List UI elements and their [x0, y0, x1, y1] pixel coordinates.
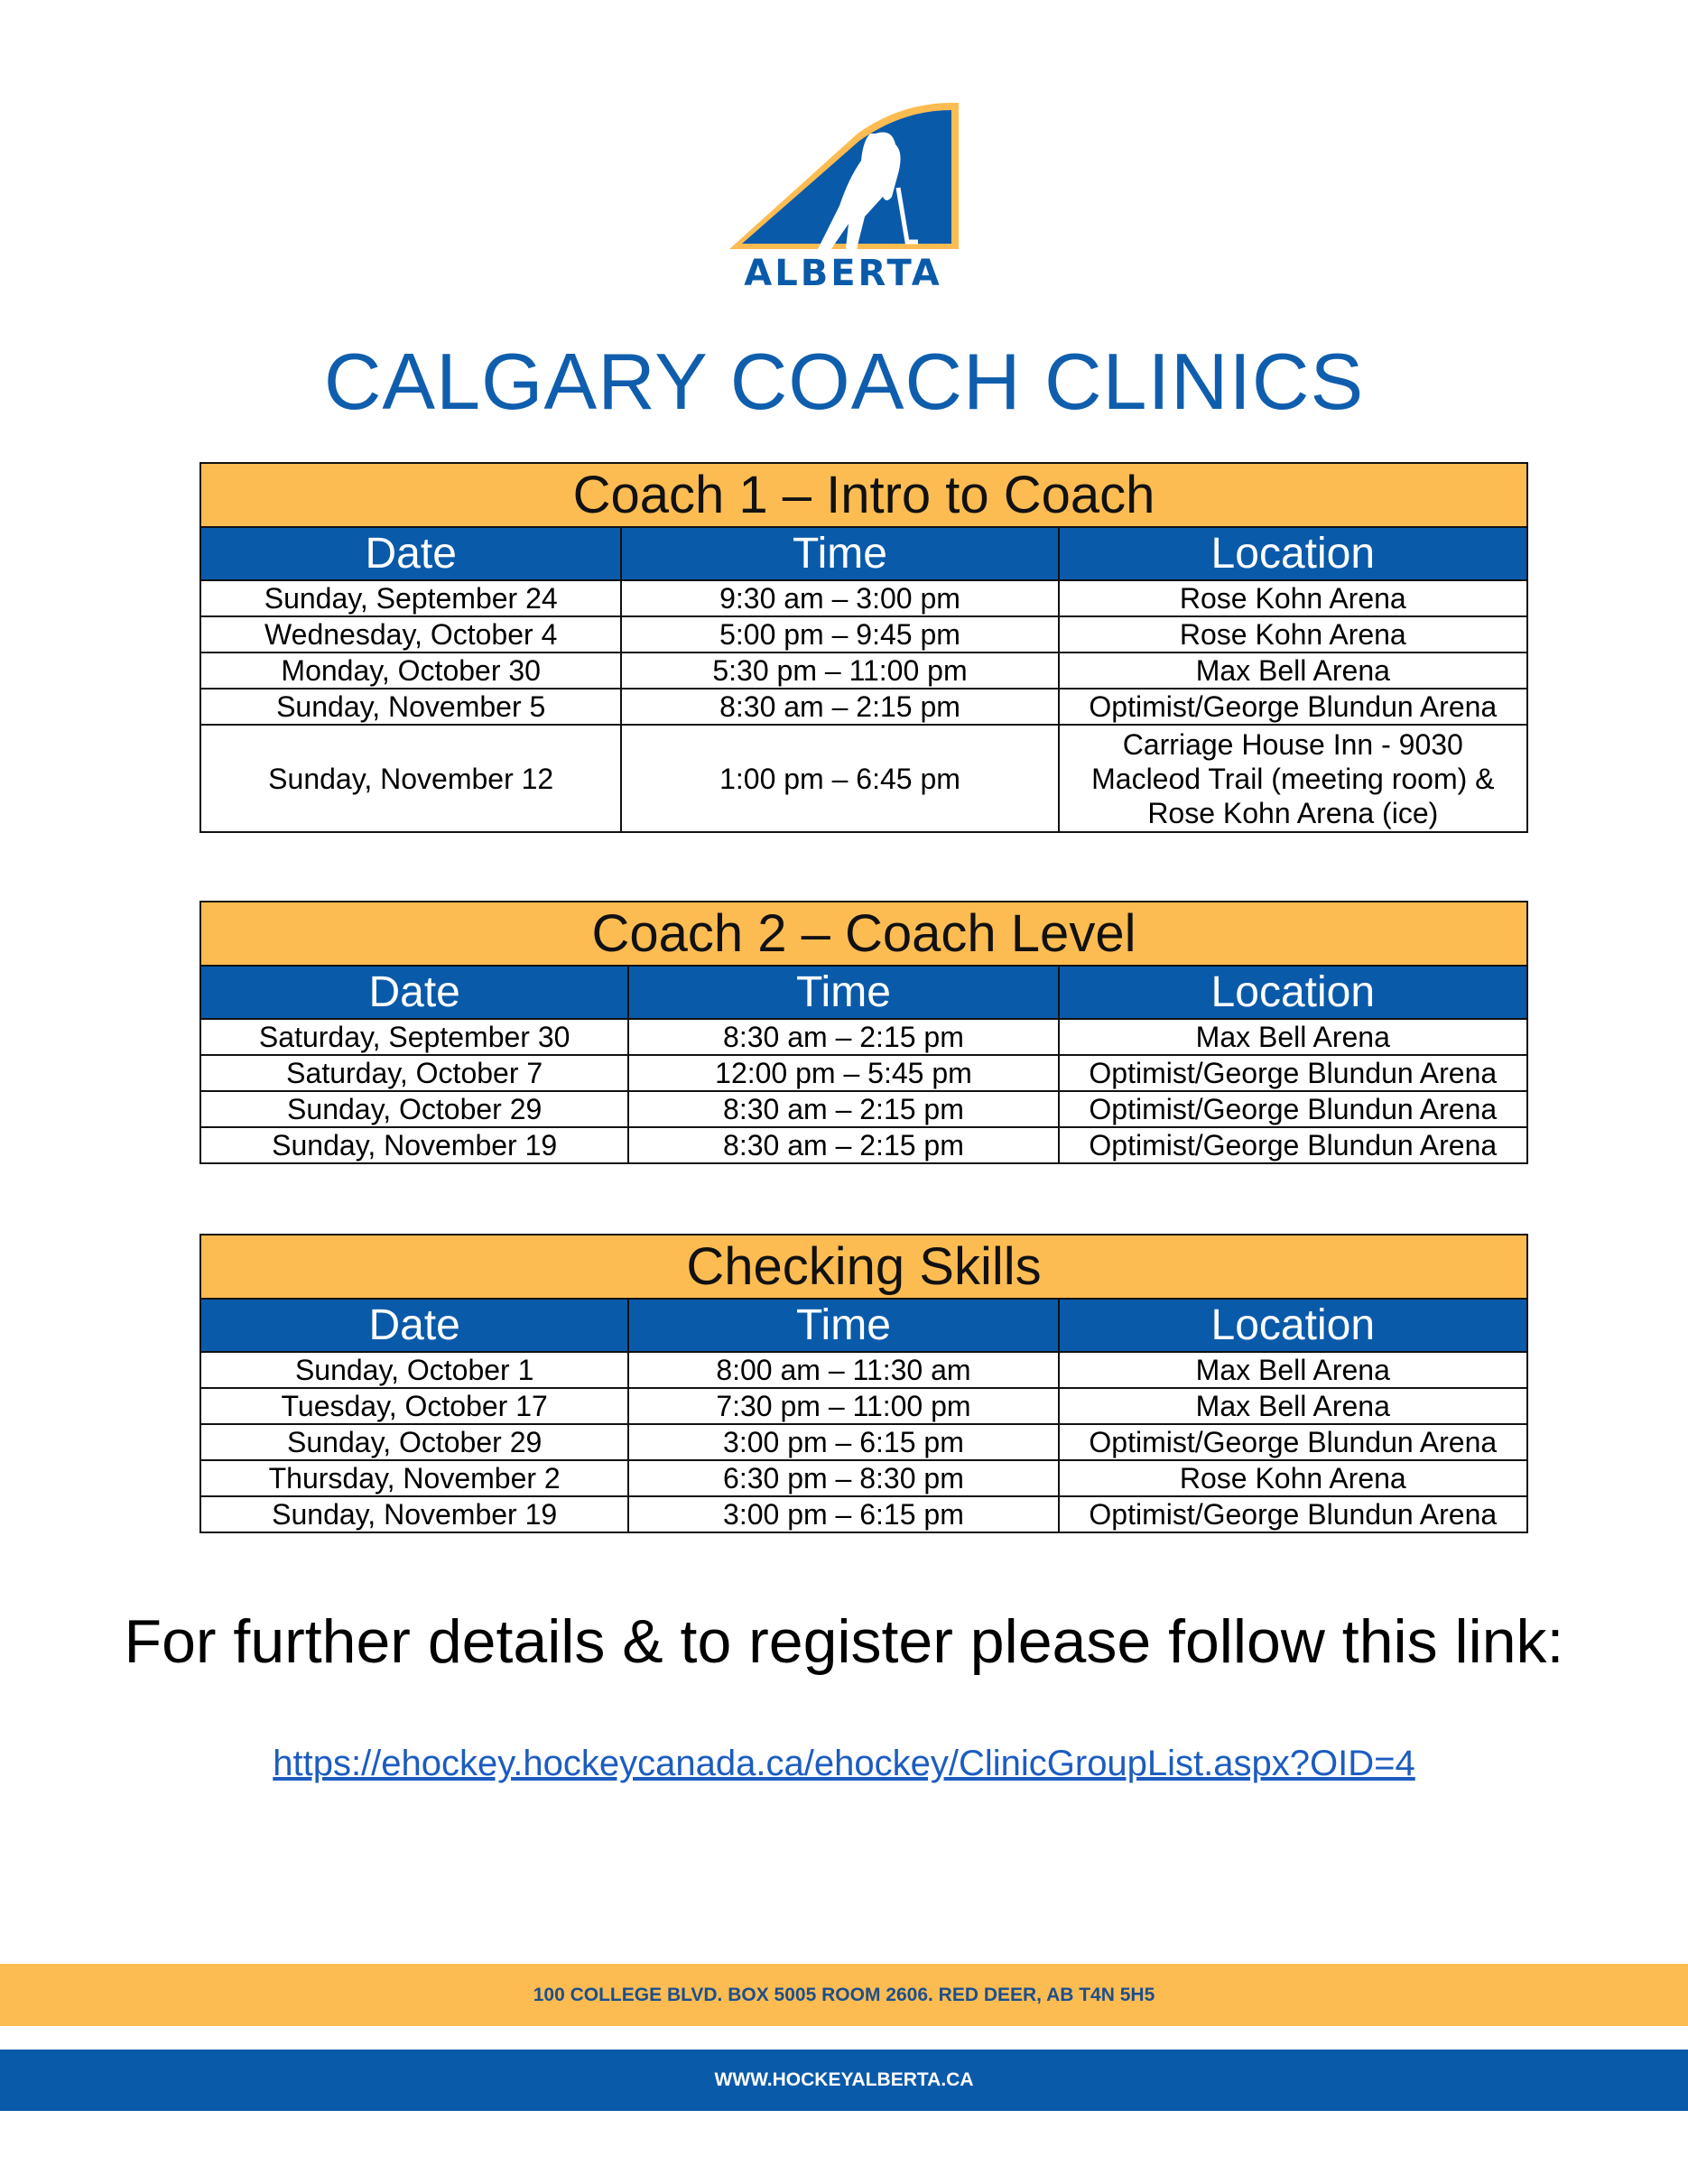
- table-cell: Saturday, September 30: [200, 1019, 628, 1055]
- table-row: [200, 725, 1527, 832]
- table-row: [200, 689, 1527, 725]
- table-row: [200, 1127, 1527, 1163]
- table-caption: Checking Skills: [200, 1235, 1527, 1299]
- hockey-alberta-logo: [722, 97, 964, 296]
- table-cell: 7:30 pm – 11:00 pm: [628, 1388, 1058, 1424]
- table-cell: 8:30 am – 2:15 pm: [628, 1019, 1058, 1055]
- table-cell: Optimist/George Blundun Arena: [1059, 1496, 1527, 1532]
- svg-text:ALBERTA: ALBERTA: [744, 253, 942, 294]
- table-row: [200, 1496, 1527, 1532]
- table-cell: Max Bell Arena: [1059, 1352, 1527, 1388]
- table-cell: 3:00 pm – 6:15 pm: [628, 1424, 1058, 1460]
- table-cell: Sunday, November 19: [200, 1127, 628, 1163]
- table-cell: Optimist/George Blundun Arena: [1059, 1091, 1527, 1127]
- table-cell: 8:30 am – 2:15 pm: [628, 1127, 1058, 1163]
- table-cell: Sunday, October 29: [200, 1424, 628, 1460]
- column-header: Date: [200, 527, 621, 580]
- table-cell: Sunday, September 24: [200, 580, 621, 616]
- table-cell: 12:00 pm – 5:45 pm: [628, 1055, 1058, 1091]
- table-cell: 9:30 am – 3:00 pm: [621, 580, 1058, 616]
- table-cell: Max Bell Arena: [1059, 652, 1527, 689]
- footer-address: 100 COLLEGE BLVD. BOX 5005 ROOM 2606. RED DEER, AB T4N 5H5: [0, 1964, 1688, 2026]
- table-caption: Coach 1 – Intro to Coach: [200, 463, 1527, 527]
- table-row: [200, 1388, 1527, 1424]
- table-cell: Tuesday, October 17: [200, 1388, 628, 1424]
- column-header: Location: [1059, 1299, 1527, 1352]
- table-row: [200, 580, 1527, 616]
- table-row: [200, 616, 1527, 652]
- column-header: Time: [628, 1299, 1058, 1352]
- table-cell: Max Bell Arena: [1059, 1019, 1527, 1055]
- table-cell: Thursday, November 2: [200, 1460, 628, 1496]
- table-cell: Sunday, October 29: [200, 1091, 628, 1127]
- checking-skills-table: [199, 1234, 1528, 1533]
- table-row: [200, 652, 1527, 689]
- table-cell: 3:00 pm – 6:15 pm: [628, 1496, 1058, 1532]
- table-cell: Max Bell Arena: [1059, 1388, 1527, 1424]
- table-cell: 8:30 am – 2:15 pm: [621, 689, 1058, 725]
- column-header: Date: [200, 966, 628, 1019]
- table-cell: 8:00 am – 11:30 am: [628, 1352, 1058, 1388]
- column-header: Date: [200, 1299, 628, 1352]
- table-cell: Wednesday, October 4: [200, 616, 621, 652]
- table-cell: 8:30 am – 2:15 pm: [628, 1091, 1058, 1127]
- table-row: [200, 1055, 1527, 1091]
- column-header: Location: [1059, 527, 1527, 580]
- table-cell: Rose Kohn Arena: [1059, 1460, 1527, 1496]
- table-cell: Monday, October 30: [200, 652, 621, 689]
- table-cell: Rose Kohn Arena: [1059, 616, 1527, 652]
- table-cell: Saturday, October 7: [200, 1055, 628, 1091]
- table-row: [200, 1352, 1527, 1388]
- table-cell: Sunday, November 5: [200, 689, 621, 725]
- register-link[interactable]: https://ehockey.hockeycanada.ca/ehockey/ClinicGroupList.aspx?OID=4: [273, 1744, 1415, 1783]
- table-cell: 5:30 pm – 11:00 pm: [621, 652, 1058, 689]
- table-cell: 5:00 pm – 9:45 pm: [621, 616, 1058, 652]
- table-cell: 1:00 pm – 6:45 pm: [621, 725, 1058, 832]
- footer-website[interactable]: WWW.HOCKEYALBERTA.CA: [0, 2050, 1688, 2111]
- coach1-table: [199, 462, 1528, 833]
- table-cell: Rose Kohn Arena: [1059, 580, 1527, 616]
- table-cell: Sunday, November 19: [200, 1496, 628, 1532]
- table-cell: Optimist/George Blundun Arena: [1059, 689, 1527, 725]
- table-row: [200, 1091, 1527, 1127]
- table-cell: Sunday, November 12: [200, 725, 621, 832]
- table-row: [200, 1460, 1527, 1496]
- column-header: Time: [628, 966, 1058, 1019]
- table-cell: Optimist/George Blundun Arena: [1059, 1424, 1527, 1460]
- table-caption: Coach 2 – Coach Level: [200, 902, 1527, 966]
- page-title: CALGARY COACH CLINICS: [323, 337, 1365, 426]
- table-row: [200, 1424, 1527, 1460]
- table-cell: Sunday, October 1: [200, 1352, 628, 1388]
- register-instructions: For further details & to register please follow this link:: [124, 1607, 1564, 1676]
- column-header: Time: [621, 527, 1058, 580]
- table-row: [200, 1019, 1527, 1055]
- table-cell: Optimist/George Blundun Arena: [1059, 1055, 1527, 1091]
- column-header: Location: [1059, 966, 1527, 1019]
- table-cell: Carriage House Inn - 9030 Macleod Trail (meeting room) & Rose Kohn Arena (ice): [1059, 725, 1527, 832]
- coach2-table: [199, 901, 1528, 1164]
- table-cell: 6:30 pm – 8:30 pm: [628, 1460, 1058, 1496]
- table-cell: Optimist/George Blundun Arena: [1059, 1127, 1527, 1163]
